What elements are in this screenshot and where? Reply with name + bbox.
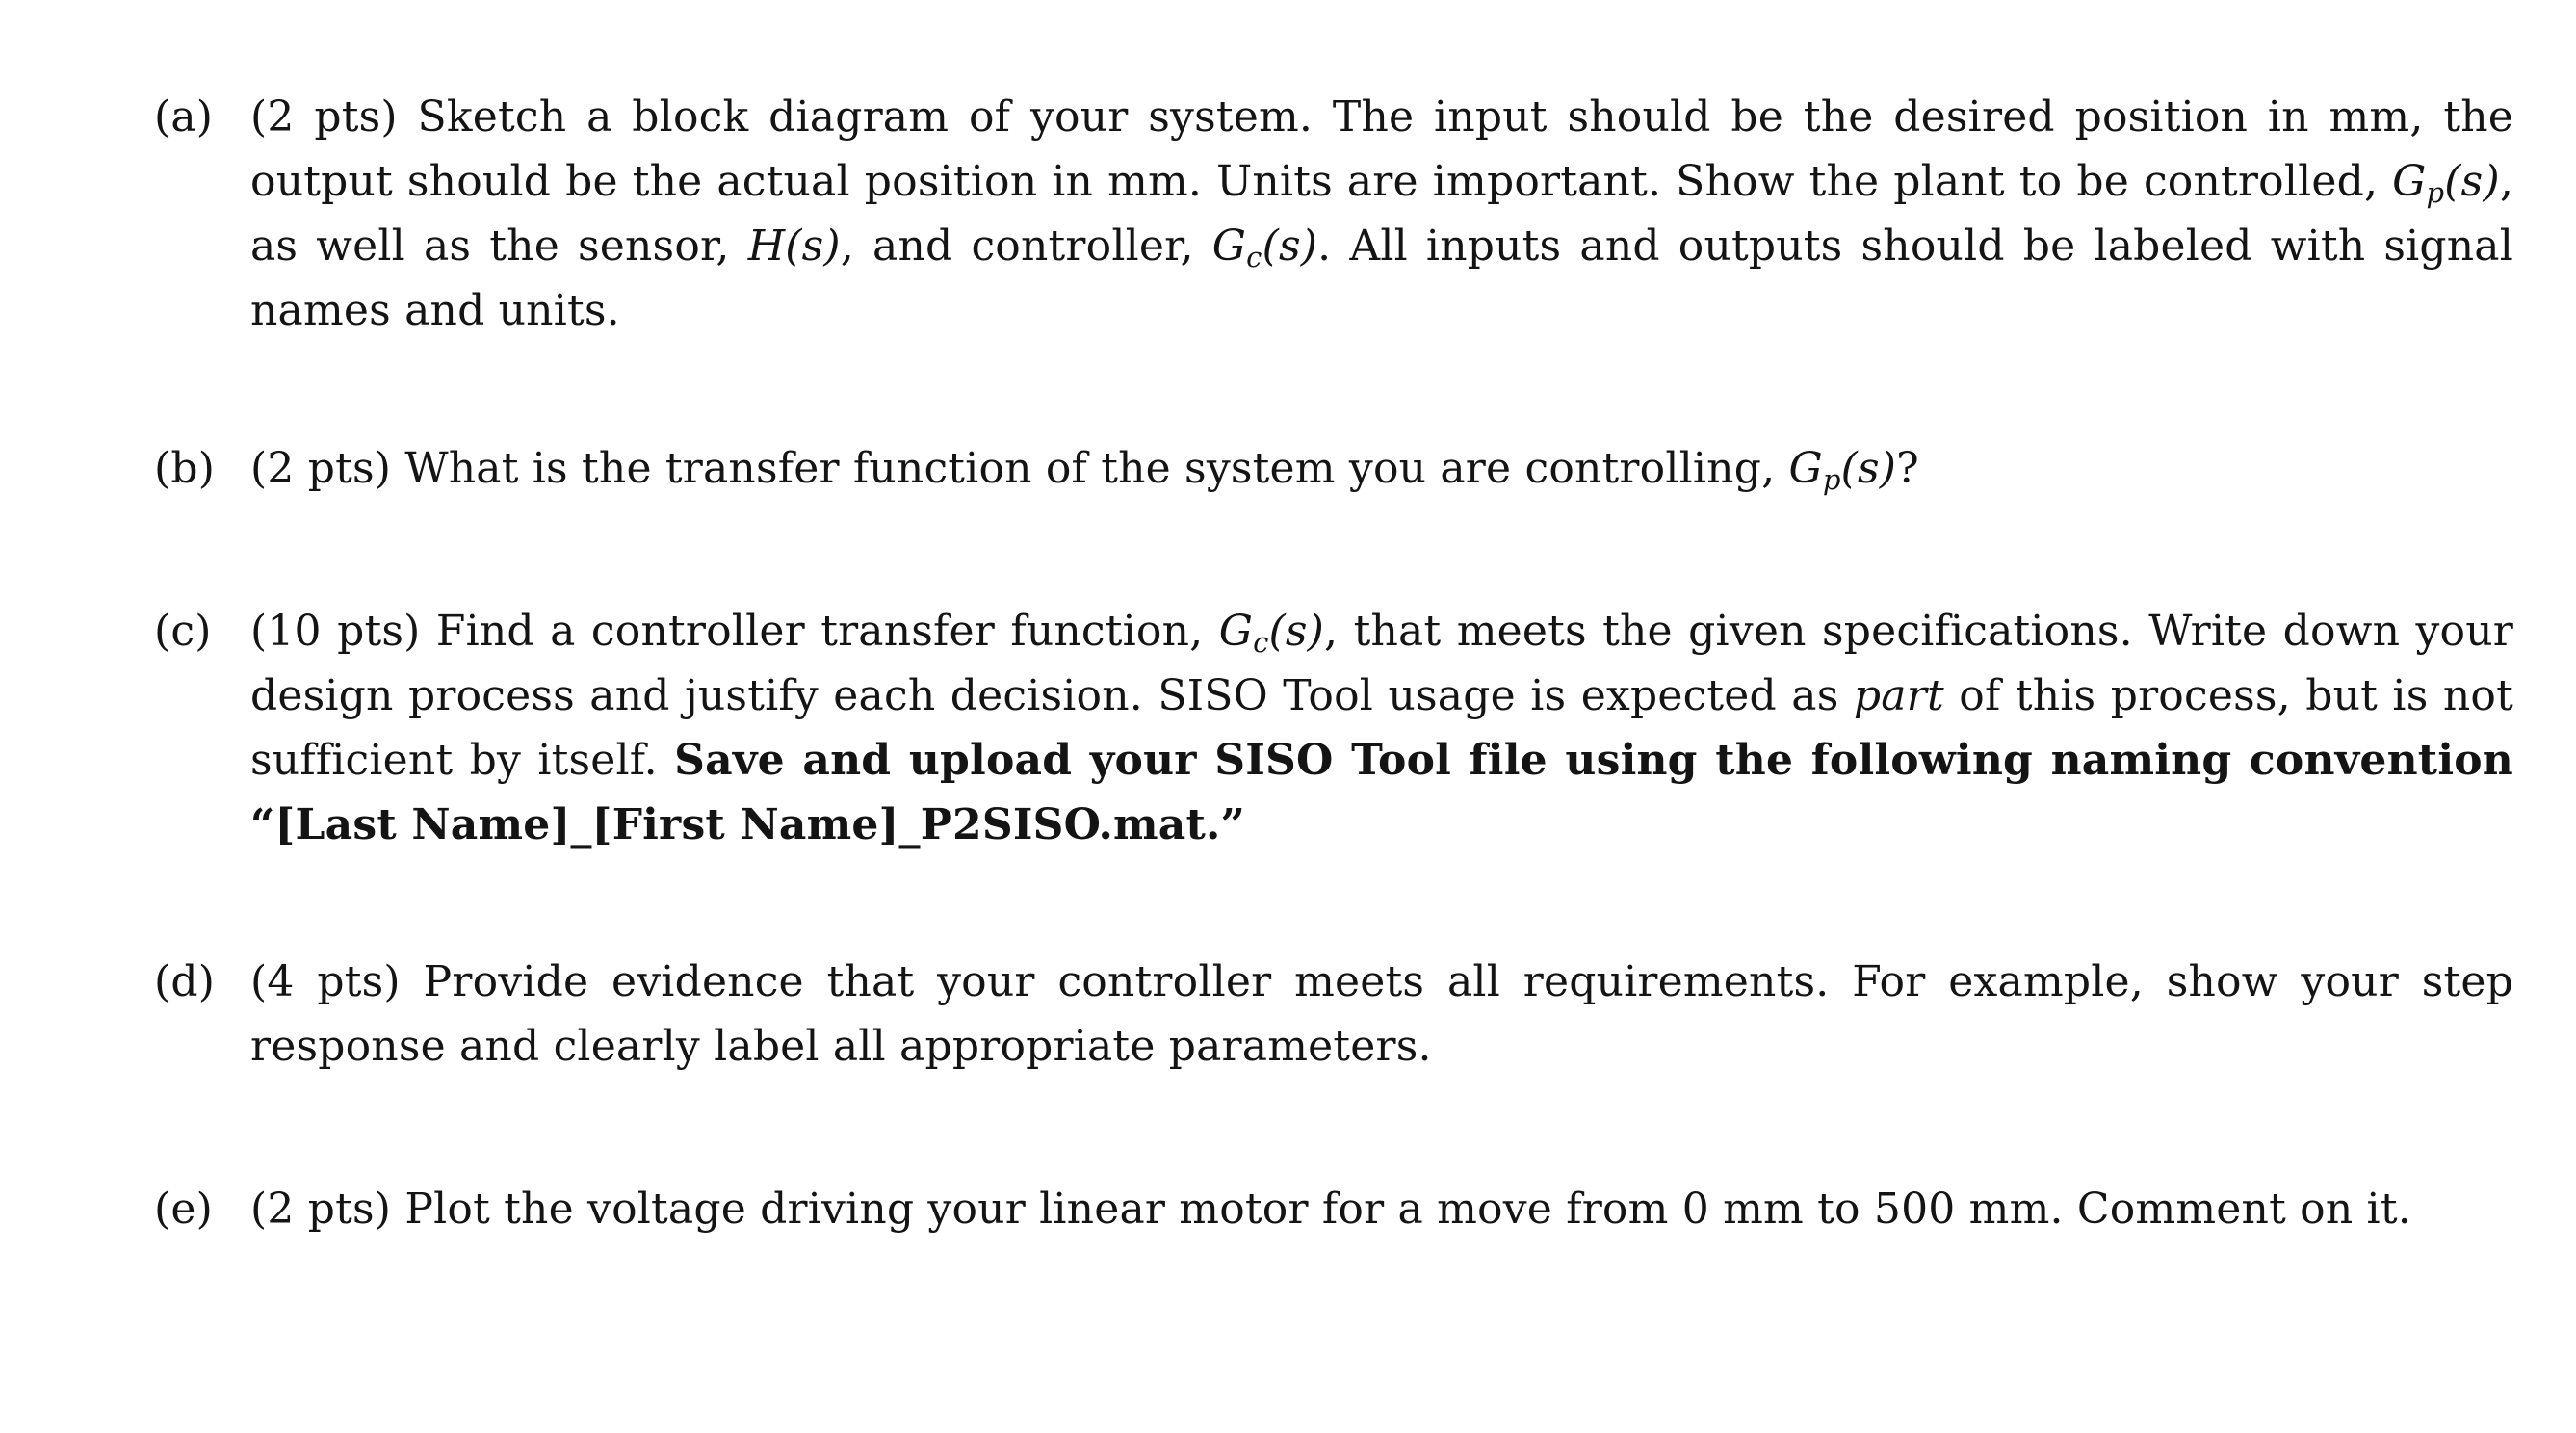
- question-a-label: (a): [154, 92, 214, 142]
- plant-symbol: $G_p(s)$: [1788, 444, 1897, 496]
- question-b-label: (b): [154, 444, 216, 493]
- question-a: [154, 85, 2513, 343]
- question-a-text: (2 pts) Sketch a block diagram of your system. The input should be the desired position in mm, the output should be the actual position in mm. Units are important. Show the plant to be controlled, $G_p(s)$, as well as the sensor, H(s), and controller, $G_c(s)$. All inputs and outputs should be labeled with signal names and units.: [250, 92, 2513, 335]
- question-c-label: (c): [154, 607, 212, 656]
- controller-symbol: $G_c(s)$: [1218, 607, 1325, 659]
- question-d: [154, 950, 2513, 1079]
- question-e-label: (e): [154, 1185, 213, 1234]
- question-e-text: (2 pts) Plot the voltage driving your linear motor for a move from 0 mm to 500 mm. Comment on it.: [250, 1185, 2411, 1234]
- question-c-text: (10 pts) Find a controller transfer function, $G_c(s)$, that meets the given specifications. Write down your design process and justify each decision. SISO Tool usage is expected as part of this process, but is not sufficient by itself. Save and upload your SISO Tool file using the following naming convention “[Last Name]_[First Name]_P2SISO.mat.”: [250, 607, 2513, 849]
- controller-symbol: $G_c(s)$: [1211, 221, 1318, 274]
- question-e: [154, 1177, 2513, 1241]
- question-d-label: (d): [154, 957, 216, 1006]
- question-b-text: (2 pts) What is the transfer function of the system you are controlling, $G_p(s)$?: [250, 444, 1919, 496]
- question-c: [154, 599, 2513, 857]
- upload-instruction: Save and upload your SISO Tool file using the following naming convention “[Last Name]_[First Name]_P2SISO.mat.”: [250, 736, 2513, 849]
- question-d-text: (4 pts) Provide evidence that your controller meets all requirements. For example, show your step response and clearly label all appropriate parameters.: [250, 957, 2513, 1071]
- emphasis-part: part: [1853, 671, 1944, 720]
- question-b: [154, 436, 2513, 501]
- plant-symbol: $G_p(s)$: [2392, 157, 2500, 209]
- sensor-symbol: H(s): [747, 221, 841, 271]
